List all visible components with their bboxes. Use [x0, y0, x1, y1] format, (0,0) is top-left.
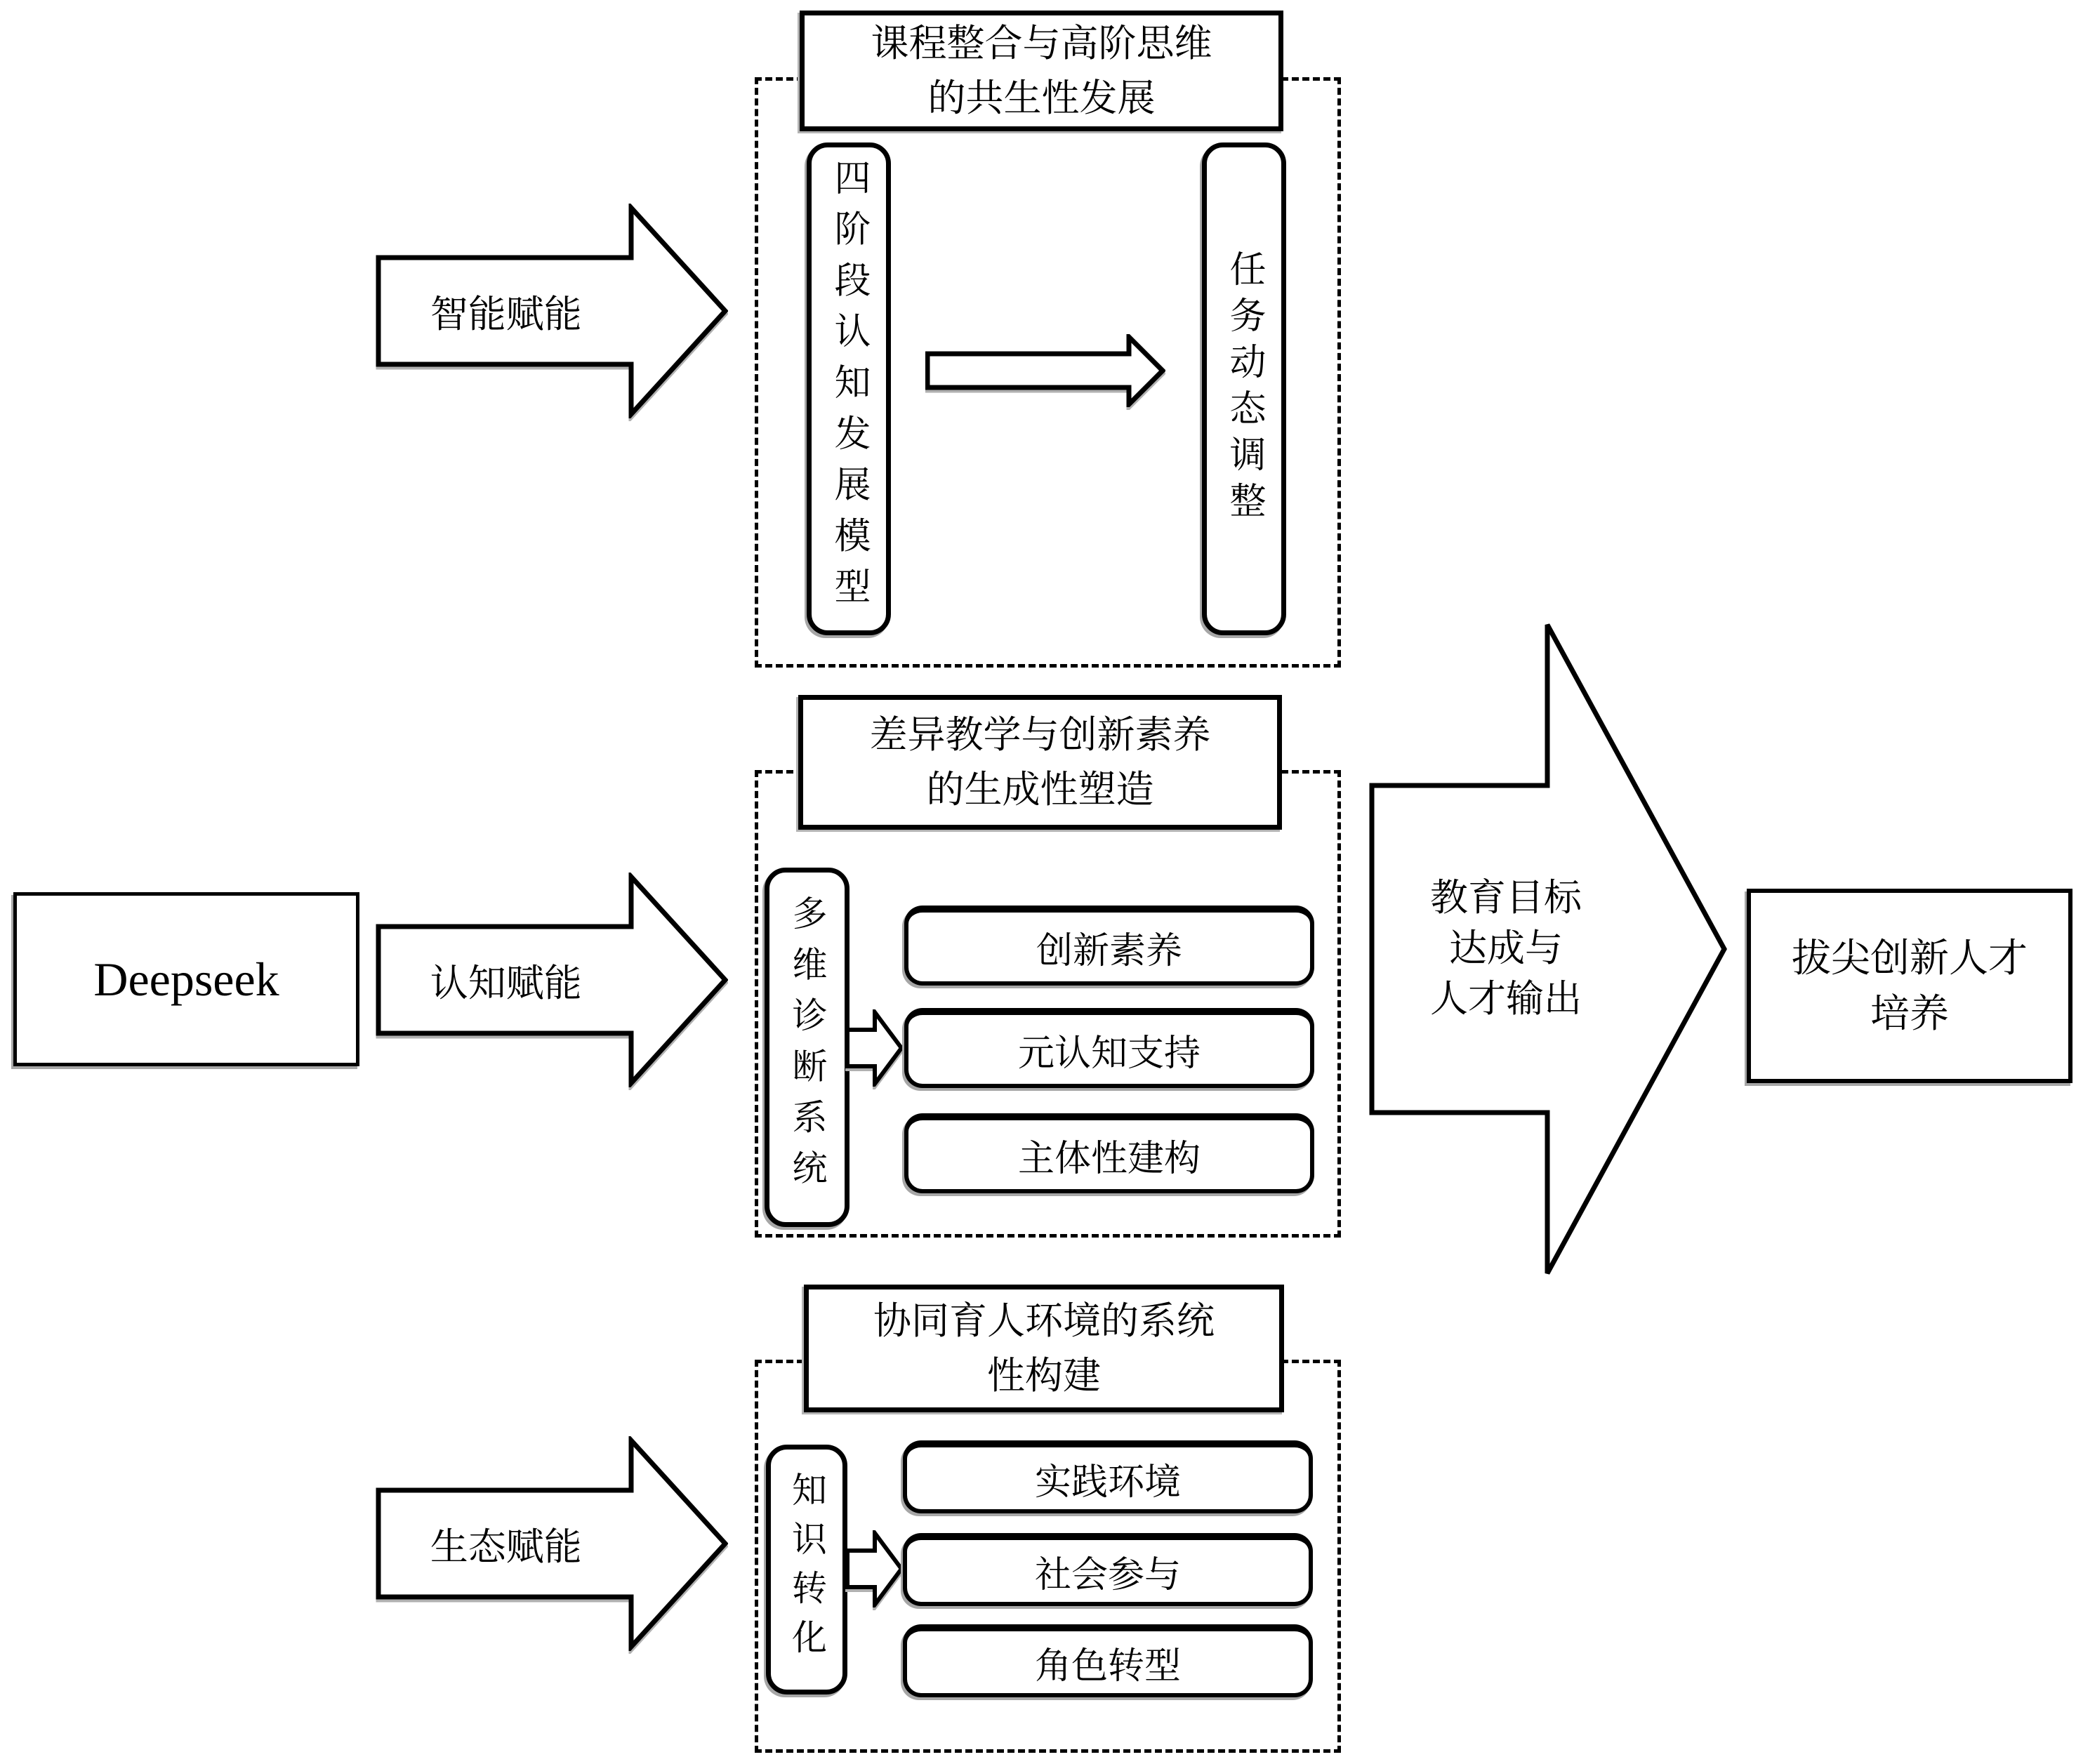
task-adjust-box	[1202, 142, 1286, 635]
section-differentiated-title-line1: 差异教学与创新素养	[869, 713, 1211, 756]
stage-model-label: 四阶段认知发展模型	[828, 159, 869, 619]
arrow-shape	[847, 1533, 901, 1605]
output-arrow-line3: 人才输出	[1430, 977, 1582, 1020]
knowledge-transformation-label: 知识转化	[787, 1471, 826, 1668]
input-arrow-cognitive	[376, 873, 728, 1087]
item-subjectivity-construction-label: 主体性建构	[1017, 1138, 1201, 1179]
section-collaborative-title-line2: 性构建	[987, 1355, 1101, 1397]
arrow-shape	[847, 1012, 901, 1084]
section-differentiated-title-box	[798, 695, 1282, 830]
task-adjust-label: 任务动态调整	[1224, 249, 1264, 529]
multidimensional-diagnosis-box	[765, 868, 849, 1227]
section-collaborative-title-box	[804, 1285, 1284, 1412]
item-practice-environment	[903, 1440, 1313, 1513]
result-talent-line2: 培养	[1870, 990, 1949, 1035]
output-arrow-line1: 教育目标	[1430, 877, 1582, 920]
item-subjectivity-construction	[904, 1113, 1314, 1193]
deepseek-label: Deepseek	[93, 952, 279, 1006]
item-innovation-literacy	[904, 906, 1314, 986]
item-metacognitive-support	[904, 1008, 1314, 1088]
input-arrow-intelligent	[376, 204, 728, 418]
section-differentiated-title-line2: 的生成性塑造	[926, 769, 1154, 811]
output-arrow-line2: 达成与	[1449, 927, 1563, 970]
item-social-participation-label: 社会参与	[1034, 1554, 1181, 1596]
result-talent-box	[1747, 889, 2072, 1083]
diagnosis-to-items-arrow	[845, 1009, 904, 1087]
section-collaborative-title-line1: 协同育人环境的系统	[873, 1299, 1215, 1342]
knowledge-transformation-box	[766, 1445, 847, 1695]
item-innovation-literacy-label: 创新素养	[1036, 930, 1182, 971]
section-curriculum-title-line2: 的共生性发展	[927, 77, 1156, 119]
result-talent-line1: 拔尖创新人才	[1792, 936, 2028, 981]
stage-to-task-arrow	[925, 334, 1165, 407]
input-arrow-ecological-label: 生态赋能	[430, 1525, 582, 1568]
arrow-shape	[927, 337, 1163, 404]
right-arrow-icon	[845, 1530, 904, 1607]
input-arrow-intelligent-label: 智能赋能	[430, 293, 582, 336]
right-arrow-icon	[925, 334, 1165, 407]
multidimensional-diagnosis-label: 多维诊断系统	[787, 894, 827, 1200]
output-arrow-label	[1383, 851, 1629, 1047]
knowledge-to-items-arrow	[845, 1530, 904, 1607]
deepseek-source-box	[13, 892, 359, 1066]
item-metacognitive-support-label: 元认知支持	[1017, 1033, 1201, 1074]
section-curriculum-title-line1: 课程整合与高阶思维	[871, 22, 1212, 65]
item-practice-environment-label: 实践环境	[1034, 1461, 1181, 1503]
item-role-transformation-label: 角色转型	[1034, 1645, 1181, 1687]
output-big-arrow	[1369, 619, 1728, 1279]
stage-model-box	[807, 142, 891, 635]
section-curriculum-title-box	[800, 11, 1283, 131]
input-arrow-ecological	[376, 1436, 728, 1651]
input-arrow-cognitive-label: 认知赋能	[430, 962, 582, 1004]
item-role-transformation	[903, 1624, 1313, 1697]
right-arrow-icon	[845, 1009, 904, 1087]
item-social-participation	[903, 1533, 1313, 1606]
